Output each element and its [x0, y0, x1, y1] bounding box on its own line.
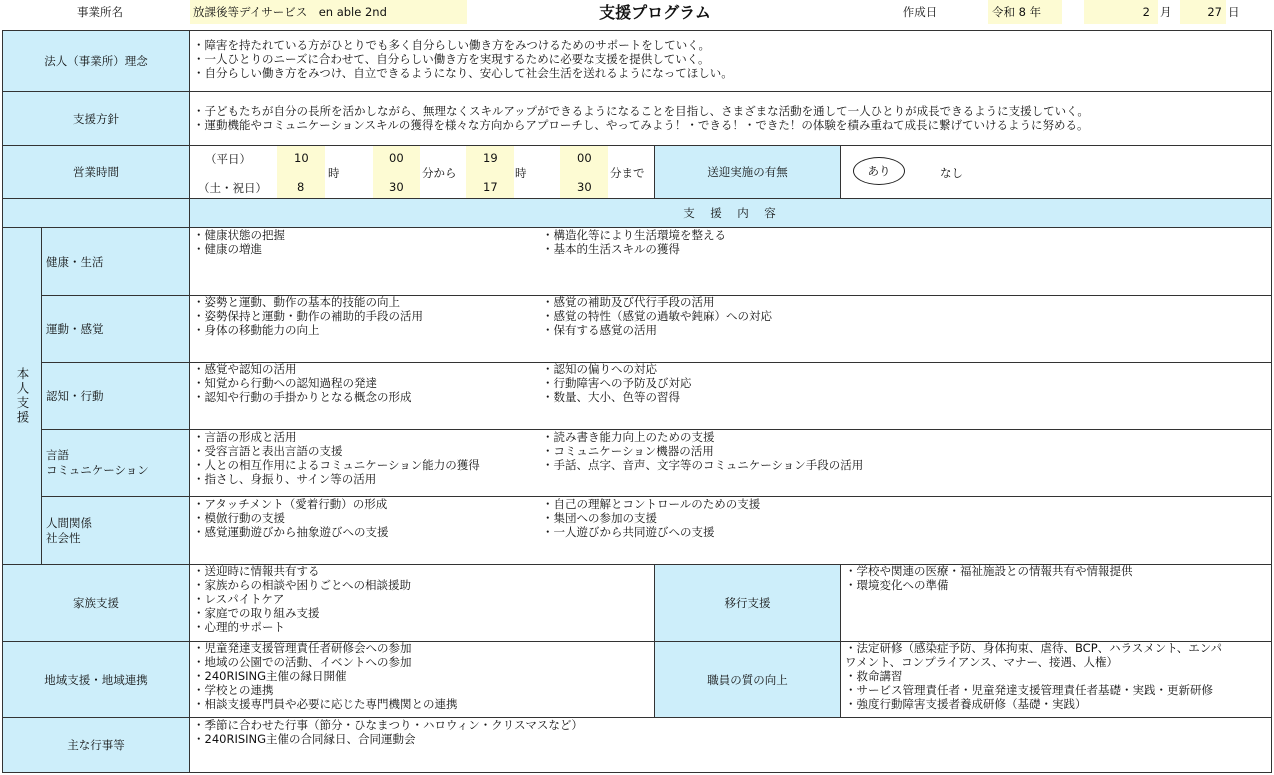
list-item: ・数量、大小、色等の習得 — [542, 390, 680, 404]
list-item: ・言語の形成と活用 — [193, 430, 297, 444]
transition-support-label: 移行支援 — [655, 565, 840, 641]
support-content-header: 支 援 内 容 — [190, 199, 1271, 227]
family-support-label: 家族支援 — [3, 565, 189, 641]
holiday-end-minute: 30 — [577, 180, 592, 194]
list-item: ・基本的生活スキルの獲得 — [542, 242, 680, 256]
transport-yes-circled: あり — [853, 157, 905, 185]
philosophy-text — [193, 38, 1268, 80]
holiday-start-hour: 8 — [297, 180, 305, 194]
category-health-life: 健康・生活 — [46, 254, 104, 269]
list-item: ・環境変化への準備 — [845, 578, 949, 592]
list-item: ・感覚運動遊びから抽象遊びへの支援 — [193, 525, 389, 539]
day-value: 27 — [1180, 0, 1226, 24]
weekday-end-hour: 19 — [483, 151, 498, 165]
list-item: ・家族からの相談や困りごとへの相談援助 — [193, 578, 412, 592]
weekday-start-hour: 10 — [294, 151, 309, 165]
philosophy-line: ・一人ひとりのニーズに合わせて、自分らしい働き方を実現するために必要な支援を提供していく。 — [193, 52, 710, 66]
list-item: ・人との相互作用によるコミュニケーション能力の獲得 — [193, 458, 480, 472]
health-right-items — [542, 228, 726, 256]
list-item: ・指さし、身振り、サイン等の活用 — [193, 472, 377, 486]
list-item: ・レスパイトケア — [193, 592, 285, 606]
philosophy-line: ・障害を持たれている方がひとりでも多く自分らしい働き方をみつけるためのサポートをしていく。 — [193, 38, 711, 52]
list-item: ・知覚から行動への認知過程の発達 — [193, 376, 377, 390]
staff-quality-items — [845, 641, 1222, 711]
social-right-items — [542, 497, 760, 539]
list-item: ・読み書き能力向上のための支援 — [542, 430, 715, 444]
list-item: ・一人遊びから共同遊びへの支援 — [542, 525, 715, 539]
created-date-label: 作成日 — [902, 5, 938, 19]
list-item: ・強度行動障害支援者養成研修（基礎・実践） — [845, 697, 1087, 711]
motor-right-items — [542, 295, 772, 337]
day-unit: 日 — [1228, 5, 1240, 19]
philosophy-line: ・自分らしい働き方をみつけ、自立できるようになり、安心して社会生活を送れるようになってほしい。 — [193, 66, 733, 80]
motor-left-items — [193, 295, 423, 337]
policy-line: ・運動機能やコミュニケーションスキルの獲得を様々な方向からアプローチし、やってみよう！・できる！・できた！の体験を積み重ねて成長に繋げていけるように努める。 — [193, 118, 1089, 132]
year-unit: 年 — [1029, 5, 1042, 19]
transport-no: なし — [940, 166, 963, 180]
cognition-right-items — [542, 362, 692, 404]
list-item: ・季節に合わせた行事（節分・ひなまつり・ハロウィン・クリスマスなど） — [193, 718, 583, 732]
list-item: ・救命講習 — [845, 669, 903, 683]
policy-label: 支援方針 — [3, 92, 189, 145]
community-support-label: 地域支援・地域連携 — [3, 642, 189, 717]
support-header-blank — [3, 199, 189, 227]
list-item: ・行動障害への予防及び対応 — [542, 376, 692, 390]
list-item: ・構造化等により生活環境を整える — [542, 228, 726, 242]
list-item: ・受容言語と表出言語の支援 — [193, 444, 343, 458]
list-item: ・集団への参加の支援 — [542, 511, 657, 525]
hours-label: 営業時間 — [3, 146, 189, 198]
events-label: 主な行事等 — [3, 718, 189, 772]
weekday-label: （平日） — [205, 152, 251, 166]
list-item: ・感覚の特性（感覚の過敏や鈍麻）への対応 — [542, 309, 772, 323]
page-title: 支援プログラム — [599, 2, 711, 22]
list-item: ・法定研修（感染症予防、身体拘束、虐待、BCP、ハラスメント、エンパ — [845, 641, 1222, 655]
list-item: ・児童発達支援管理責任者研修会への参加 — [193, 641, 412, 655]
list-item: ・健康状態の把握 — [193, 228, 285, 242]
list-item: ・送迎時に情報共有する — [193, 564, 320, 578]
health-left-items — [193, 228, 285, 256]
from-label: 分から — [422, 166, 457, 180]
category-relationships-sociality: 人間関係 社会性 — [46, 515, 92, 545]
philosophy-label: 法人（事業所）理念 — [3, 31, 189, 91]
language-right-items — [542, 430, 863, 472]
list-item: ・アタッチメント（愛着行動）の形成 — [193, 497, 388, 511]
transition-support-items — [845, 564, 1133, 592]
era-text: 令和 — [992, 5, 1015, 19]
list-item: ・認知や行動の手掛かりとなる概念の形成 — [193, 390, 412, 404]
list-item: ・コミュニケーション機器の活用 — [542, 444, 714, 458]
office-name-label: 事業所名 — [77, 5, 123, 19]
community-support-items — [193, 641, 458, 711]
social-left-items — [193, 497, 389, 539]
list-item: ・相談支援専門員や必要に応じた専門機関との連携 — [193, 697, 458, 711]
personal-support-label-cell — [3, 228, 41, 564]
office-name-value: 放課後等デイサービス en able 2nd — [190, 0, 467, 24]
list-item: ・240RISING主催の縁日開催 — [193, 669, 347, 683]
holiday-start-minute: 30 — [389, 180, 404, 194]
list-item: ・自己の理解とコントロールのための支援 — [542, 497, 761, 511]
list-item: ・健康の増進 — [193, 242, 262, 256]
list-item: ・感覚や認知の活用 — [193, 362, 297, 376]
list-item: ・地域の公園での活動、イベントへの参加 — [193, 655, 412, 669]
list-item: ・姿勢保持と運動・動作の補助的手段の活用 — [193, 309, 423, 323]
language-left-items — [193, 430, 480, 486]
list-item: ・240RISING主催の合同縁日、合同運動会 — [193, 732, 416, 746]
list-item: ・感覚の補助及び代行手段の活用 — [542, 295, 715, 309]
category-language-communication: 言語 コミュニケーション — [46, 448, 149, 477]
list-item: ・模倣行動の支援 — [193, 511, 285, 525]
weekday-start-minute: 00 — [389, 151, 404, 165]
family-support-items — [193, 564, 411, 634]
to-label: 分まで — [610, 166, 645, 180]
personal-support-label: 本人支援 — [15, 367, 30, 425]
events-items — [193, 718, 583, 746]
list-item: ・姿勢と運動、動作の基本的技能の向上 — [193, 295, 400, 309]
list-item: ・認知の偏りへの対応 — [542, 362, 657, 376]
transport-label: 送迎実施の有無 — [655, 146, 840, 198]
list-item: ・身体の移動能力の向上 — [193, 323, 320, 337]
list-item: ・サービス管理責任者・児童発達支援管理責任者基礎・実践・更新研修 — [845, 683, 1213, 697]
hour-unit-end: 時 — [515, 166, 527, 180]
staff-quality-label: 職員の質の向上 — [655, 642, 840, 717]
hour-unit-start: 時 — [328, 166, 340, 180]
year-value: 8 — [1018, 5, 1026, 19]
list-item: ・家庭での取り組み支援 — [193, 606, 320, 620]
created-era-field — [988, 0, 1062, 24]
month-unit: 月 — [1160, 5, 1172, 19]
list-item: ・学校や関連の医療・福祉施設との情報共有や情報提供 — [845, 564, 1133, 578]
category-motor-sensory: 運動・感覚 — [46, 322, 104, 336]
policy-line: ・子どもたちが自分の長所を活かしながら、無理なくスキルアップができるようになることを目指し、さまざまな活動を通して一人ひとりが成長できるように支援していく。 — [193, 104, 1089, 118]
holiday-end-hour: 17 — [483, 180, 498, 194]
list-item: ・学校との連携 — [193, 683, 274, 697]
cognition-left-items — [193, 362, 412, 404]
policy-text — [193, 104, 1268, 132]
list-item: ・心理的サポート — [193, 620, 285, 634]
list-item: ・手話、点字、音声、文字等のコミュニケーション手段の活用 — [542, 458, 864, 472]
holiday-label: （土・祝日） — [198, 181, 267, 195]
list-item: ・保有する感覚の活用 — [542, 323, 657, 337]
list-item: ワメント、コンプライアンス、マナー、接遇、人権） — [845, 655, 1119, 669]
weekday-end-minute: 00 — [577, 151, 592, 165]
category-cognition-behavior: 認知・行動 — [46, 389, 104, 403]
month-value: 2 — [1084, 0, 1158, 24]
